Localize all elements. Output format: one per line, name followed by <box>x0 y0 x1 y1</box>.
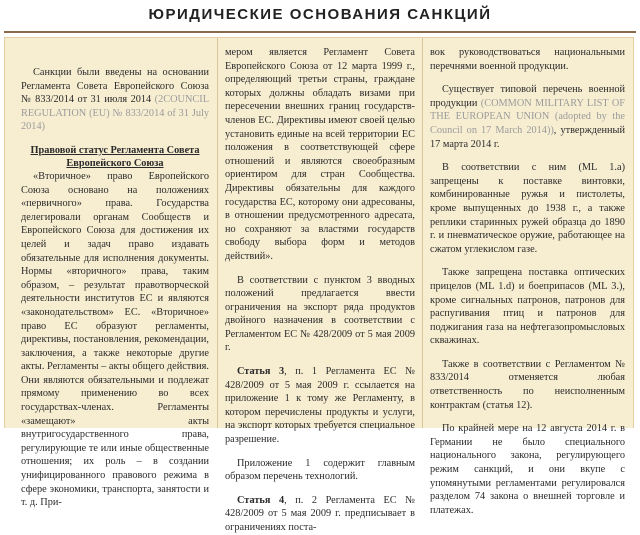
military-list-date: , утвержденный 17 марта 2014 г. <box>430 124 625 150</box>
paragraph-continued: вок руководствоваться национальными перечнями военной продукции. <box>430 47 625 72</box>
paragraph-article-3 <box>225 365 415 447</box>
military-list-reference: (COMMON MILITARY LIST OF THE EUROPEAN UNION (adopted by the Council on 17 March 2014)) <box>430 97 625 136</box>
article-3-label: Статья 3 <box>237 366 285 378</box>
regulation-reference: (2COUNCIL REGULATION (EU) № 833/2014 of 31 July 2014) <box>21 94 209 133</box>
article-4-text: , п. 2 Регламента ЕС № 428/2009 от 5 мая 2009 г. предписывает в ограничениях поста- <box>225 494 415 533</box>
article-box <box>4 37 634 533</box>
article-4-label: Статья 4 <box>237 494 285 506</box>
column-divider <box>217 38 218 428</box>
column-divider <box>422 38 423 428</box>
paragraph-continued: мером является Регламент Совета Европейского Союза от 12 марта 1999 г., определяющий третьи страны, граждане которых должны обладать визами при пересечении внешних границ государств-членов ЕС. Директивы имеют своей целью установить единые на всей территории ЕС положения в соответствующей сфере отношений и являются своеобразным ориентиром для стран Сообщества. Директивы обязательны для каждого государства ЕС, которому они адресованы, в отношении предусмотренного адресата, но сохраняют за властями государств свободу выбора форм и методов действий». <box>225 47 415 262</box>
paragraph-intro <box>21 66 209 134</box>
paragraph-article-4 <box>225 494 415 535</box>
column-1 <box>21 38 209 509</box>
paragraph-germany: По крайней мере на 12 августа 2014 г. в Германии не было специального национального закона, регулирующего режим санкций, и они вкупе с упомянутыми регламентами регулировался разделом 74 закона о внешней торговле и платежах. <box>430 423 625 516</box>
column-2 <box>225 38 415 533</box>
page-title: ЮРИДИЧЕСКИЕ ОСНОВАНИЯ САНКЦИЙ <box>148 6 492 23</box>
column-3 <box>430 38 625 516</box>
paragraph-annex-1: Приложение 1 содержит главным образом перечень технологий. <box>225 457 415 483</box>
paragraph-ml1d: Также запрещена поставка оптических прицелов (ML 1.d) и боеприпасов (ML 3.), кроме сигнальных патронов, патронов для распугивания птиц и патронов для поджигания газа на нефтегазопромысловых скважинах. <box>430 267 625 347</box>
paragraph-legal-status: «Вторичное» право Европейского Союза основано на положениях «первичного» права. Государства делегировали органам Сообществ и Европейского Союза для достижения их целей и задач право издавать обязательные для исполнения документы. Нормы «вторичного» права, таким образом, – результат правотворческой деятельности институтов ЕС и являются «законодательством» ЕС. «Вторичное» право ЕС образуют регламенты, директивы, постановления, рекомендации, заключения, а также некоторые другие акты. Регламенты – акты общего действия. Они являются обязательными и подлежат прямому применению во всех государствах-членах. Регламенты «замещают» акты внутригосударственного права, регулирующие те или иные общественные отношения; их роль – в создании унифицированного правового режима в сфере экономики, транспорта, занятости и т. д. При- <box>21 170 209 509</box>
article-3-text: , п. 1 Регламента ЕС № 428/2009 от 5 мая 2009 г. ссылается на приложение 1 к тому же Регламенту, в котором перечислены продукты и услуги, на экспорт которых требуется специальное разрешение. <box>225 366 415 446</box>
military-list-text: Существует типовой перечень военной продукции <box>430 84 625 109</box>
paragraph-intro-provisions: В соответствии с пунктом 3 вводных положений предлагается ввести ограничения на экспорт ряда продуктов двойного назначения в соответствии с Регламентом ЕС № 428/2009 от 5 мая 2009 г. <box>225 274 415 354</box>
title-rule <box>4 31 636 33</box>
intro-text: Санкции были введены на основании Регламента Совета Европейского Союза № 833/2014 от 31 июля 2014 <box>21 67 209 106</box>
paragraph-contracts: Также в соответствии с Регламентом № 833/2014 отменяется любая ответственность по неисполненным контрактам (статья 12). <box>430 358 625 411</box>
section-subheading: Правовой статус Регламента Совета Европейского Союза <box>30 144 200 169</box>
paragraph-military-list <box>430 83 625 151</box>
paragraph-ml1a: В соответствии с ним (ML 1.a) запрещены к поставке винтовки, комбинированные ружья и пистолеты, кроме выпущенных до 1938 г., а также реплики старинных ружей образца до 1890 г. и пневматическое оружие, работающее на сжатом углекислом газе. <box>430 162 625 255</box>
